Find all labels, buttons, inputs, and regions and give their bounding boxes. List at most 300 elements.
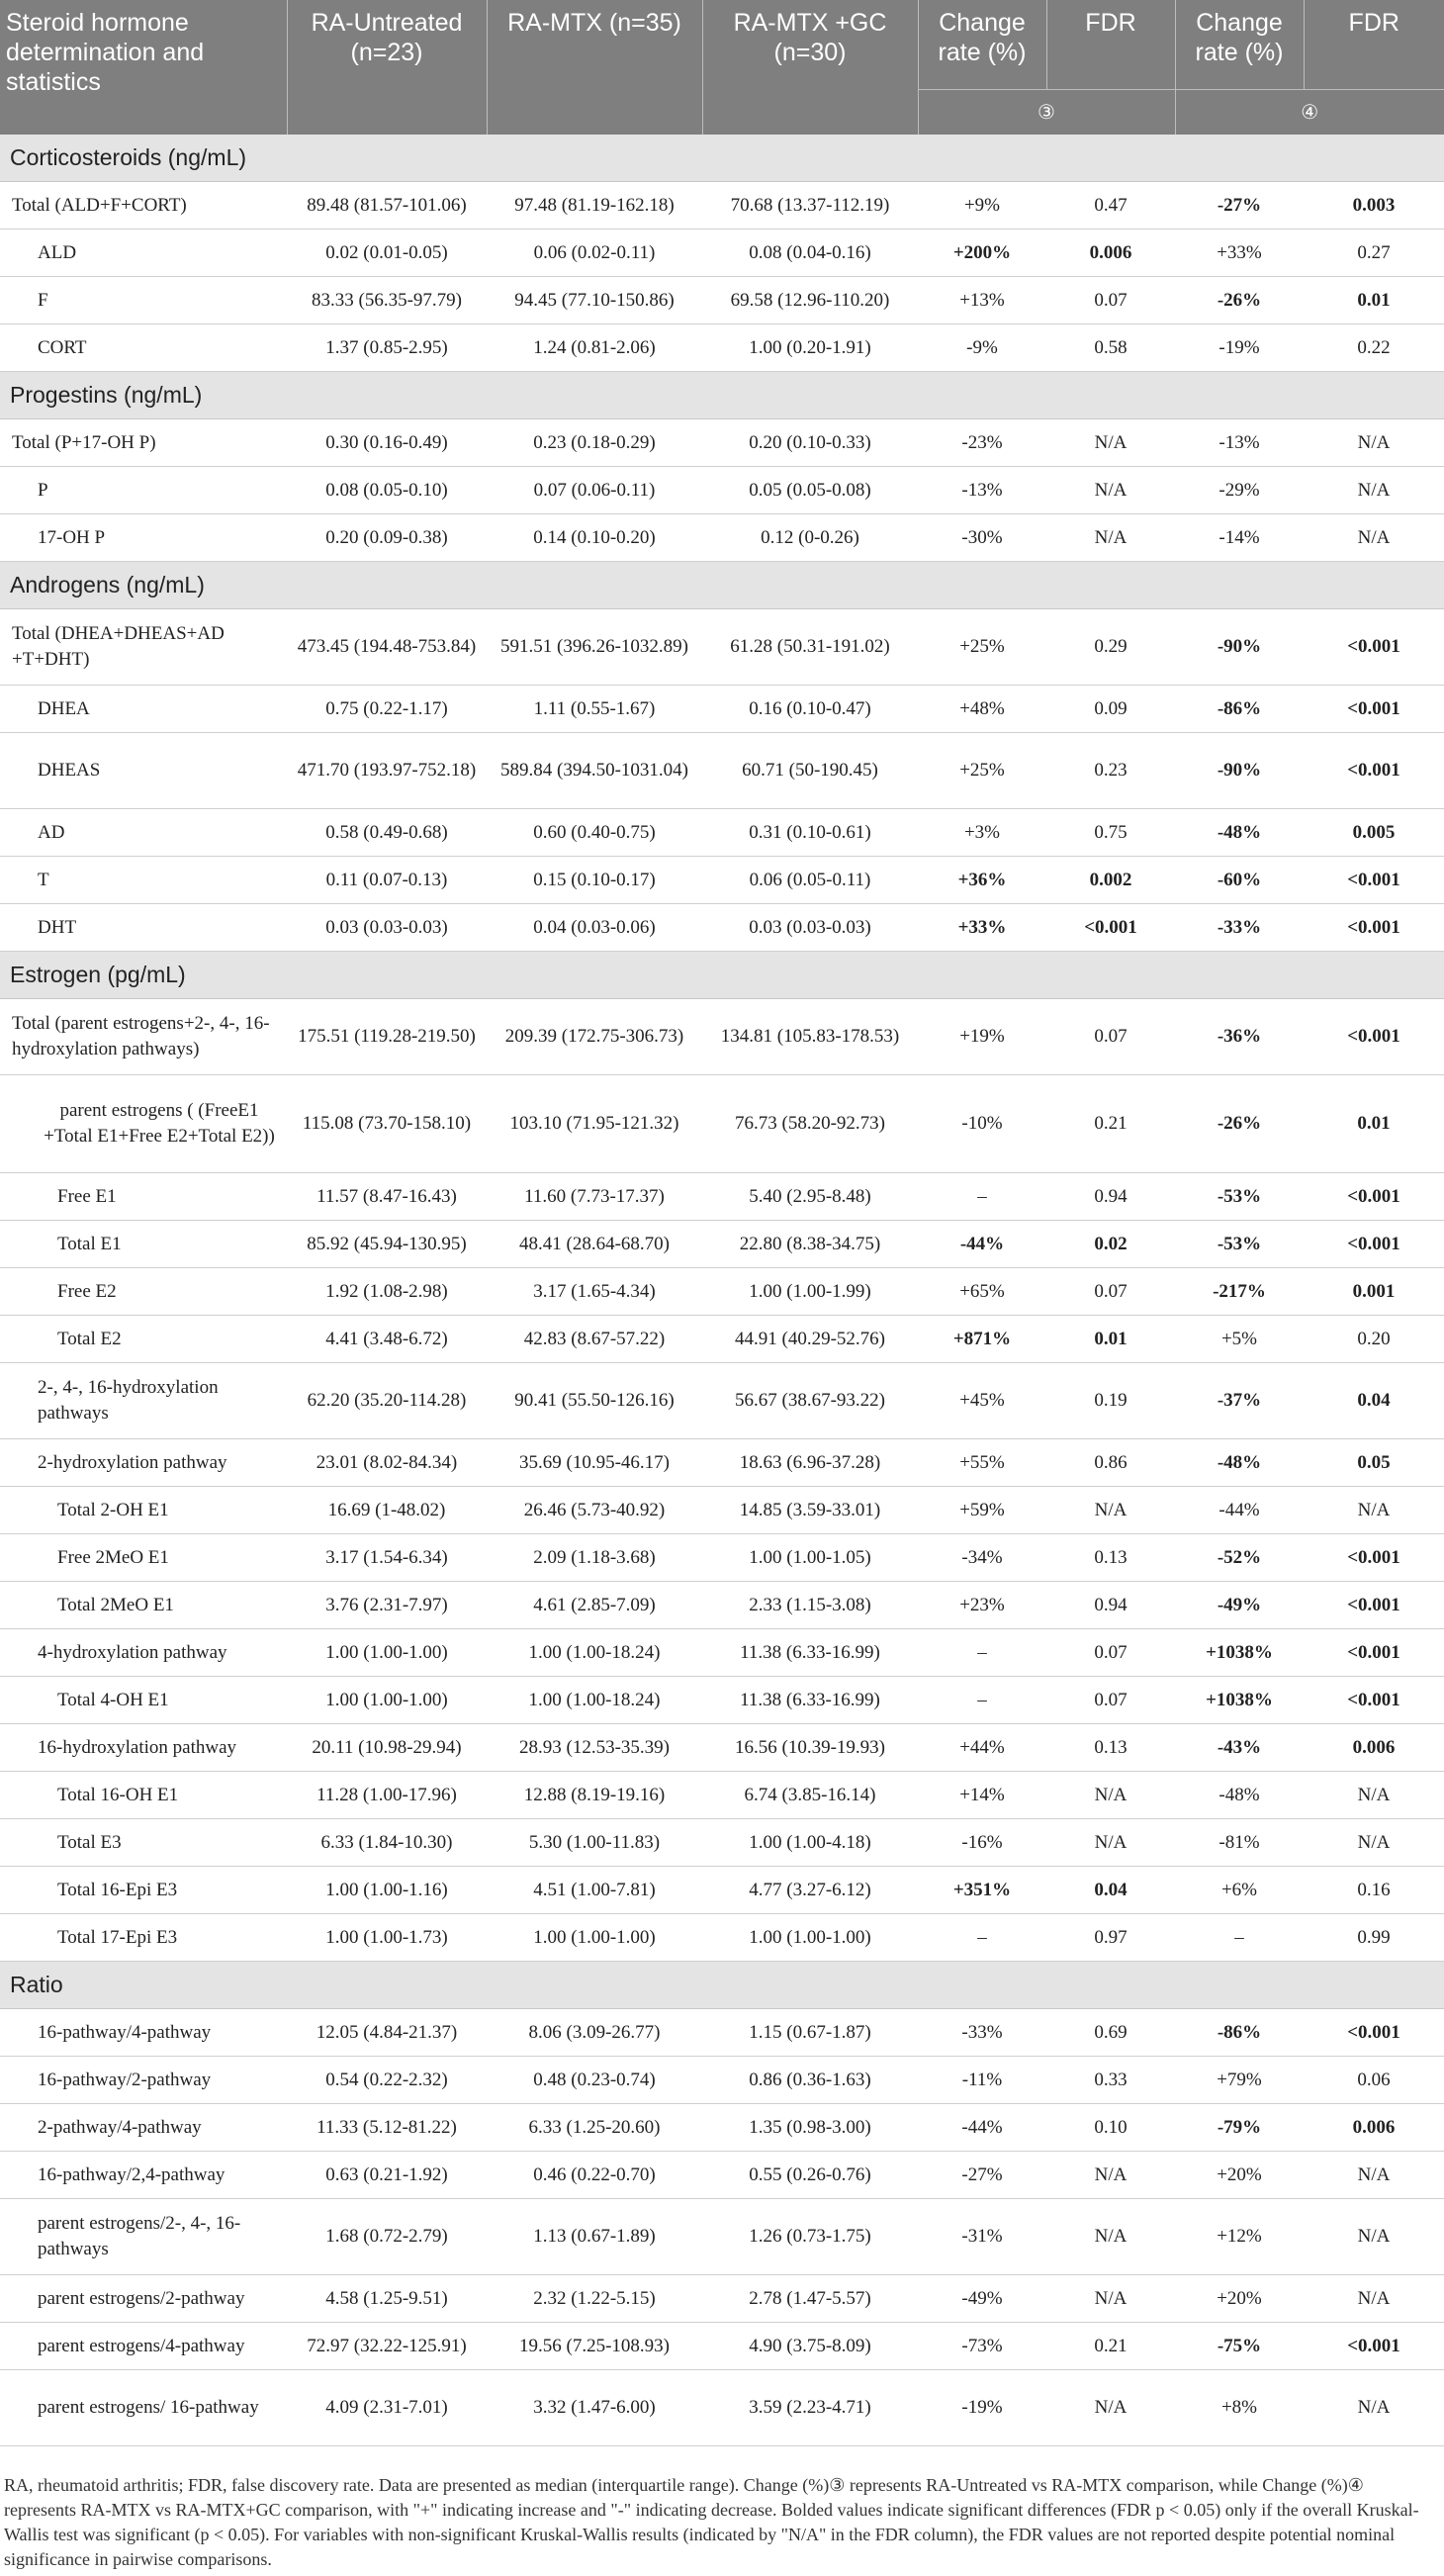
cell-fdr-3: 0.69 [1046,2009,1175,2057]
cell-fdr-4: <0.001 [1304,904,1444,952]
cell-ra-mtx-gc: 1.00 (1.00-1.05) [702,1534,918,1582]
cell-fdr-3: 0.02 [1046,1221,1175,1268]
row-label: 16-hydroxylation pathway [0,1724,287,1772]
cell-fdr-4: <0.001 [1304,2009,1444,2057]
cell-ra-mtx-gc: 1.26 (0.73-1.75) [702,2199,918,2275]
cell-fdr-4: <0.001 [1304,609,1444,686]
cell-ra-untreated: 62.20 (35.20-114.28) [287,1363,487,1439]
header-ra-untreated: RA-Untreated (n=23) [287,0,487,135]
table-row [0,686,1444,733]
cell-ra-untreated: 4.09 (2.31-7.01) [287,2370,487,2446]
cell-change-rate-3: -11% [918,2057,1046,2104]
table-row [0,1677,1444,1724]
cell-ra-mtx-gc: 3.59 (2.23-4.71) [702,2370,918,2446]
cell-ra-mtx: 1.24 (0.81-2.06) [487,324,702,372]
cell-fdr-3: 0.07 [1046,1268,1175,1316]
cell-ra-mtx: 35.69 (10.95-46.17) [487,1439,702,1487]
cell-ra-mtx: 0.06 (0.02-0.11) [487,230,702,277]
cell-ra-mtx: 48.41 (28.64-68.70) [487,1221,702,1268]
table-row [0,2104,1444,2152]
cell-change-rate-3: +55% [918,1439,1046,1487]
table-row [0,1363,1444,1439]
cell-change-rate-3: -23% [918,419,1046,467]
cell-ra-mtx: 0.48 (0.23-0.74) [487,2057,702,2104]
cell-ra-mtx: 1.11 (0.55-1.67) [487,686,702,733]
cell-fdr-3: 0.86 [1046,1439,1175,1487]
cell-ra-mtx-gc: 1.15 (0.67-1.87) [702,2009,918,2057]
section-row [0,952,1444,999]
cell-ra-mtx-gc: 134.81 (105.83-178.53) [702,999,918,1075]
cell-fdr-3: 0.29 [1046,609,1175,686]
cell-ra-mtx: 103.10 (71.95-121.32) [487,1075,702,1173]
cell-change-rate-3: +25% [918,609,1046,686]
cell-fdr-3: N/A [1046,2152,1175,2199]
row-label: CORT [0,324,287,372]
row-label: Total (P+17-OH P) [0,419,287,467]
cell-ra-untreated: 175.51 (119.28-219.50) [287,999,487,1075]
cell-change-rate-3: +351% [918,1867,1046,1914]
cell-ra-mtx-gc: 0.06 (0.05-0.11) [702,857,918,904]
table-row [0,2009,1444,2057]
cell-ra-untreated: 3.76 (2.31-7.97) [287,1582,487,1629]
cell-fdr-3: N/A [1046,419,1175,467]
cell-ra-mtx-gc: 1.00 (1.00-1.00) [702,1914,918,1962]
table-row [0,230,1444,277]
row-label: T [0,857,287,904]
cell-fdr-4: 0.99 [1304,1914,1444,1962]
cell-fdr-4: N/A [1304,467,1444,514]
cell-ra-mtx-gc: 6.74 (3.85-16.14) [702,1772,918,1819]
cell-ra-untreated: 0.63 (0.21-1.92) [287,2152,487,2199]
cell-ra-untreated: 11.57 (8.47-16.43) [287,1173,487,1221]
cell-change-rate-4: +20% [1175,2275,1304,2323]
row-label: P [0,467,287,514]
cell-fdr-4: <0.001 [1304,1582,1444,1629]
section-row [0,372,1444,419]
cell-fdr-4: N/A [1304,2152,1444,2199]
table-row [0,1075,1444,1173]
cell-ra-mtx: 1.00 (1.00-18.24) [487,1677,702,1724]
cell-ra-untreated: 0.54 (0.22-2.32) [287,2057,487,2104]
table-row [0,1268,1444,1316]
cell-ra-mtx: 26.46 (5.73-40.92) [487,1487,702,1534]
cell-ra-mtx: 1.00 (1.00-1.00) [487,1914,702,1962]
cell-ra-mtx: 11.60 (7.73-17.37) [487,1173,702,1221]
row-label: 4-hydroxylation pathway [0,1629,287,1677]
cell-fdr-4: N/A [1304,419,1444,467]
row-label: Total 2MeO E1 [0,1582,287,1629]
row-label: 16-pathway/2-pathway [0,2057,287,2104]
cell-fdr-4: 0.22 [1304,324,1444,372]
cell-ra-untreated: 1.00 (1.00-1.00) [287,1677,487,1724]
cell-change-rate-3: -16% [918,1819,1046,1867]
cell-change-rate-4: -48% [1175,1439,1304,1487]
section-row [0,135,1444,182]
cell-ra-mtx: 0.14 (0.10-0.20) [487,514,702,562]
cell-fdr-4: 0.005 [1304,809,1444,857]
row-label: Total 4-OH E1 [0,1677,287,1724]
cell-change-rate-4: +79% [1175,2057,1304,2104]
cell-change-rate-3: -19% [918,2370,1046,2446]
cell-ra-mtx: 19.56 (7.25-108.93) [487,2323,702,2370]
cell-fdr-4: <0.001 [1304,2323,1444,2370]
cell-ra-untreated: 0.58 (0.49-0.68) [287,809,487,857]
row-label: 17-OH P [0,514,287,562]
cell-ra-mtx-gc: 2.78 (1.47-5.57) [702,2275,918,2323]
table-row [0,1439,1444,1487]
cell-ra-mtx: 209.39 (172.75-306.73) [487,999,702,1075]
cell-change-rate-3: +45% [918,1363,1046,1439]
cell-ra-untreated: 0.75 (0.22-1.17) [287,686,487,733]
row-label: parent estrogens ( (FreeE1 +Total E1+Free E2+Total E2)) [0,1075,287,1173]
cell-fdr-4: N/A [1304,514,1444,562]
cell-ra-mtx-gc: 1.00 (1.00-1.99) [702,1268,918,1316]
cell-change-rate-4: -48% [1175,809,1304,857]
cell-fdr-3: N/A [1046,467,1175,514]
cell-change-rate-3: +13% [918,277,1046,324]
cell-fdr-3: 0.21 [1046,1075,1175,1173]
cell-ra-mtx: 0.15 (0.10-0.17) [487,857,702,904]
table-row [0,277,1444,324]
header-comparison-4: ④ [1175,90,1444,136]
cell-ra-mtx-gc: 18.63 (6.96-37.28) [702,1439,918,1487]
cell-fdr-3: 0.09 [1046,686,1175,733]
cell-change-rate-3: -73% [918,2323,1046,2370]
row-label: Total E1 [0,1221,287,1268]
cell-ra-untreated: 4.58 (1.25-9.51) [287,2275,487,2323]
table-row [0,2199,1444,2275]
cell-fdr-4: <0.001 [1304,1221,1444,1268]
row-label: DHEAS [0,733,287,809]
cell-change-rate-4: -86% [1175,2009,1304,2057]
cell-change-rate-3: +3% [918,809,1046,857]
cell-change-rate-4: -27% [1175,182,1304,230]
row-label: AD [0,809,287,857]
cell-change-rate-4: -53% [1175,1173,1304,1221]
table-row [0,2275,1444,2323]
section-row [0,1962,1444,2009]
cell-change-rate-3: -30% [918,514,1046,562]
cell-change-rate-4: -26% [1175,1075,1304,1173]
cell-fdr-3: 0.94 [1046,1173,1175,1221]
cell-change-rate-3: -31% [918,2199,1046,2275]
cell-change-rate-3: +48% [918,686,1046,733]
cell-change-rate-3: +59% [918,1487,1046,1534]
row-label: DHEA [0,686,287,733]
cell-fdr-4: 0.003 [1304,182,1444,230]
cell-change-rate-3: – [918,1677,1046,1724]
cell-ra-mtx: 1.00 (1.00-18.24) [487,1629,702,1677]
cell-ra-untreated: 115.08 (73.70-158.10) [287,1075,487,1173]
table-footnote: RA, rheumatoid arthritis; FDR, false discovery rate. Data are presented as median (interquartile range). Change (%)③ represents RA-Untreated vs RA-MTX comparison, while Change (%)④ represents RA-MTX vs RA-MTX+GC comparison, with "+" indicating increase and "-" indicating decrease. Bolded values indicate significant differences (FDR p < 0.05) only if the overall Kruskal-Wallis test was significant (p < 0.05). For variables with non-significant Kruskal-Wallis results (indicated by "N/A" in the FDR column), the FDR values are not reported despite potential nominal significance in pairwise comparisons. [4,2475,1419,2569]
cell-ra-mtx: 94.45 (77.10-150.86) [487,277,702,324]
cell-fdr-4: N/A [1304,2370,1444,2446]
cell-change-rate-4: -44% [1175,1487,1304,1534]
cell-change-rate-4: -53% [1175,1221,1304,1268]
table-row [0,609,1444,686]
cell-change-rate-4: +1038% [1175,1629,1304,1677]
cell-fdr-4: N/A [1304,1772,1444,1819]
table-row [0,1772,1444,1819]
cell-change-rate-3: +200% [918,230,1046,277]
row-label: Total E2 [0,1316,287,1363]
cell-fdr-3: 0.21 [1046,2323,1175,2370]
cell-change-rate-3: – [918,1914,1046,1962]
table-row [0,1629,1444,1677]
header-comparison-3: ③ [918,90,1175,136]
cell-change-rate-4: – [1175,1914,1304,1962]
header-row [0,0,1444,90]
row-label: parent estrogens/ 16-pathway [0,2370,287,2446]
row-label: Total 2-OH E1 [0,1487,287,1534]
cell-fdr-3: 0.94 [1046,1582,1175,1629]
cell-fdr-4: 0.01 [1304,1075,1444,1173]
row-label: 2-, 4-, 16-hydroxylation pathways [0,1363,287,1439]
cell-change-rate-3: +19% [918,999,1046,1075]
cell-ra-mtx: 12.88 (8.19-19.16) [487,1772,702,1819]
cell-ra-mtx: 589.84 (394.50-1031.04) [487,733,702,809]
cell-ra-untreated: 11.33 (5.12-81.22) [287,2104,487,2152]
cell-change-rate-4: -33% [1175,904,1304,952]
cell-ra-mtx-gc: 0.12 (0-0.26) [702,514,918,562]
cell-change-rate-4: -37% [1175,1363,1304,1439]
table-row [0,1487,1444,1534]
cell-change-rate-3: -10% [918,1075,1046,1173]
cell-change-rate-3: +871% [918,1316,1046,1363]
row-label: 16-pathway/2,4-pathway [0,2152,287,2199]
cell-ra-untreated: 12.05 (4.84-21.37) [287,2009,487,2057]
table-row [0,2323,1444,2370]
cell-change-rate-4: -29% [1175,467,1304,514]
cell-ra-untreated: 4.41 (3.48-6.72) [287,1316,487,1363]
cell-ra-mtx-gc: 44.91 (40.29-52.76) [702,1316,918,1363]
cell-ra-untreated: 1.37 (0.85-2.95) [287,324,487,372]
cell-ra-mtx-gc: 16.56 (10.39-19.93) [702,1724,918,1772]
cell-change-rate-3: -44% [918,1221,1046,1268]
cell-ra-mtx-gc: 11.38 (6.33-16.99) [702,1629,918,1677]
table-row [0,182,1444,230]
table-row [0,419,1444,467]
cell-ra-mtx: 42.83 (8.67-57.22) [487,1316,702,1363]
cell-fdr-4: <0.001 [1304,733,1444,809]
section-title: Androgens (ng/mL) [0,562,1444,609]
cell-fdr-4: 0.20 [1304,1316,1444,1363]
header-determination: Steroid hormone determination and statistics [0,0,287,135]
cell-fdr-3: N/A [1046,2370,1175,2446]
cell-ra-mtx-gc: 1.00 (1.00-4.18) [702,1819,918,1867]
cell-fdr-4: 0.05 [1304,1439,1444,1487]
cell-ra-mtx-gc: 60.71 (50-190.45) [702,733,918,809]
cell-change-rate-4: -26% [1175,277,1304,324]
row-label: parent estrogens/2-, 4-, 16-pathways [0,2199,287,2275]
cell-ra-mtx-gc: 14.85 (3.59-33.01) [702,1487,918,1534]
cell-change-rate-3: – [918,1173,1046,1221]
cell-ra-mtx-gc: 2.33 (1.15-3.08) [702,1582,918,1629]
cell-ra-mtx-gc: 76.73 (58.20-92.73) [702,1075,918,1173]
cell-ra-mtx: 0.23 (0.18-0.29) [487,419,702,467]
table-row [0,1867,1444,1914]
table-row [0,2152,1444,2199]
cell-fdr-3: 0.04 [1046,1867,1175,1914]
section-title: Corticosteroids (ng/mL) [0,135,1444,182]
row-label: 16-pathway/4-pathway [0,2009,287,2057]
cell-ra-untreated: 1.00 (1.00-1.00) [287,1629,487,1677]
cell-ra-untreated: 0.11 (0.07-0.13) [287,857,487,904]
cell-fdr-4: N/A [1304,1819,1444,1867]
section-title: Estrogen (pg/mL) [0,952,1444,999]
table-row [0,2370,1444,2446]
cell-ra-untreated: 72.97 (32.22-125.91) [287,2323,487,2370]
header-change-rate-4: Change rate (%) [1175,0,1304,90]
row-label: Free E1 [0,1173,287,1221]
cell-fdr-4: 0.006 [1304,2104,1444,2152]
cell-ra-mtx-gc: 4.90 (3.75-8.09) [702,2323,918,2370]
table-row [0,514,1444,562]
row-label: 2-pathway/4-pathway [0,2104,287,2152]
cell-change-rate-4: -14% [1175,514,1304,562]
table-row [0,2057,1444,2104]
cell-change-rate-4: -81% [1175,1819,1304,1867]
cell-ra-mtx-gc: 4.77 (3.27-6.12) [702,1867,918,1914]
cell-ra-untreated: 0.08 (0.05-0.10) [287,467,487,514]
cell-fdr-4: 0.01 [1304,277,1444,324]
cell-fdr-3: 0.006 [1046,230,1175,277]
cell-ra-untreated: 0.20 (0.09-0.38) [287,514,487,562]
table-body [0,135,1444,2446]
cell-change-rate-3: -44% [918,2104,1046,2152]
cell-ra-untreated: 0.03 (0.03-0.03) [287,904,487,952]
cell-ra-untreated: 471.70 (193.97-752.18) [287,733,487,809]
cell-change-rate-3: +9% [918,182,1046,230]
cell-fdr-3: N/A [1046,2199,1175,2275]
cell-ra-untreated: 89.48 (81.57-101.06) [287,182,487,230]
header-ra-mtx-gc: RA-MTX +GC (n=30) [702,0,918,135]
cell-change-rate-4: +6% [1175,1867,1304,1914]
table-row [0,1534,1444,1582]
cell-ra-mtx-gc: 0.08 (0.04-0.16) [702,230,918,277]
table-row [0,1819,1444,1867]
cell-change-rate-4: -43% [1175,1724,1304,1772]
cell-change-rate-4: +12% [1175,2199,1304,2275]
cell-fdr-3: N/A [1046,1772,1175,1819]
header-fdr-3: FDR [1046,0,1175,90]
cell-fdr-3: 0.07 [1046,277,1175,324]
header-change-rate-3: Change rate (%) [918,0,1046,90]
cell-change-rate-4: -90% [1175,733,1304,809]
table-row [0,733,1444,809]
cell-change-rate-3: +23% [918,1582,1046,1629]
cell-change-rate-4: -13% [1175,419,1304,467]
cell-change-rate-3: +14% [918,1772,1046,1819]
cell-fdr-3: 0.13 [1046,1534,1175,1582]
cell-change-rate-4: -19% [1175,324,1304,372]
cell-fdr-3: 0.19 [1046,1363,1175,1439]
cell-change-rate-4: +20% [1175,2152,1304,2199]
cell-change-rate-3: -27% [918,2152,1046,2199]
cell-ra-untreated: 1.92 (1.08-2.98) [287,1268,487,1316]
cell-fdr-3: N/A [1046,1487,1175,1534]
cell-ra-untreated: 6.33 (1.84-10.30) [287,1819,487,1867]
cell-change-rate-4: +33% [1175,230,1304,277]
cell-fdr-4: <0.001 [1304,857,1444,904]
row-label: Total E3 [0,1819,287,1867]
cell-ra-mtx: 591.51 (396.26-1032.89) [487,609,702,686]
cell-ra-mtx-gc: 5.40 (2.95-8.48) [702,1173,918,1221]
cell-ra-untreated: 83.33 (56.35-97.79) [287,277,487,324]
table-row [0,1724,1444,1772]
cell-change-rate-4: -36% [1175,999,1304,1075]
cell-change-rate-4: -217% [1175,1268,1304,1316]
cell-ra-mtx: 1.13 (0.67-1.89) [487,2199,702,2275]
cell-change-rate-3: -34% [918,1534,1046,1582]
header-ra-mtx: RA-MTX (n=35) [487,0,702,135]
table-row [0,324,1444,372]
cell-fdr-3: 0.13 [1046,1724,1175,1772]
cell-change-rate-4: -60% [1175,857,1304,904]
cell-ra-mtx: 8.06 (3.09-26.77) [487,2009,702,2057]
cell-ra-mtx-gc: 0.16 (0.10-0.47) [702,686,918,733]
cell-change-rate-3: +65% [918,1268,1046,1316]
cell-ra-mtx-gc: 70.68 (13.37-112.19) [702,182,918,230]
cell-ra-mtx: 0.60 (0.40-0.75) [487,809,702,857]
cell-fdr-3: 0.23 [1046,733,1175,809]
cell-change-rate-4: -86% [1175,686,1304,733]
cell-ra-mtx: 0.04 (0.03-0.06) [487,904,702,952]
table-row [0,809,1444,857]
cell-ra-mtx-gc: 0.55 (0.26-0.76) [702,2152,918,2199]
table-row [0,1582,1444,1629]
cell-ra-mtx: 5.30 (1.00-11.83) [487,1819,702,1867]
row-label: F [0,277,287,324]
section-row [0,562,1444,609]
row-label: Total (ALD+F+CORT) [0,182,287,230]
cell-ra-mtx-gc: 0.05 (0.05-0.08) [702,467,918,514]
cell-fdr-4: N/A [1304,1487,1444,1534]
cell-change-rate-4: -79% [1175,2104,1304,2152]
table-row [0,1221,1444,1268]
row-label: DHT [0,904,287,952]
cell-ra-untreated: 473.45 (194.48-753.84) [287,609,487,686]
cell-ra-untreated: 1.00 (1.00-1.73) [287,1914,487,1962]
cell-fdr-4: <0.001 [1304,1629,1444,1677]
cell-change-rate-3: -9% [918,324,1046,372]
section-title: Progestins (ng/mL) [0,372,1444,419]
cell-change-rate-3: +36% [918,857,1046,904]
cell-fdr-3: 0.58 [1046,324,1175,372]
cell-fdr-3: N/A [1046,514,1175,562]
cell-fdr-4: <0.001 [1304,1173,1444,1221]
cell-ra-untreated: 3.17 (1.54-6.34) [287,1534,487,1582]
cell-ra-mtx: 0.07 (0.06-0.11) [487,467,702,514]
cell-ra-mtx-gc: 0.03 (0.03-0.03) [702,904,918,952]
table-row [0,999,1444,1075]
cell-change-rate-4: -49% [1175,1582,1304,1629]
cell-ra-mtx: 28.93 (12.53-35.39) [487,1724,702,1772]
cell-ra-mtx: 4.51 (1.00-7.81) [487,1867,702,1914]
row-label: Total (parent estrogens+2-, 4-, 16-hydroxylation pathways) [0,999,287,1075]
cell-fdr-3: 0.07 [1046,999,1175,1075]
cell-fdr-3: N/A [1046,1819,1175,1867]
cell-fdr-4: 0.06 [1304,2057,1444,2104]
cell-fdr-3: 0.07 [1046,1677,1175,1724]
cell-ra-untreated: 0.02 (0.01-0.05) [287,230,487,277]
table-row [0,857,1444,904]
cell-ra-mtx-gc: 61.28 (50.31-191.02) [702,609,918,686]
cell-ra-mtx-gc: 56.67 (38.67-93.22) [702,1363,918,1439]
cell-ra-mtx-gc: 0.86 (0.36-1.63) [702,2057,918,2104]
cell-fdr-4: 0.16 [1304,1867,1444,1914]
row-label: 2-hydroxylation pathway [0,1439,287,1487]
